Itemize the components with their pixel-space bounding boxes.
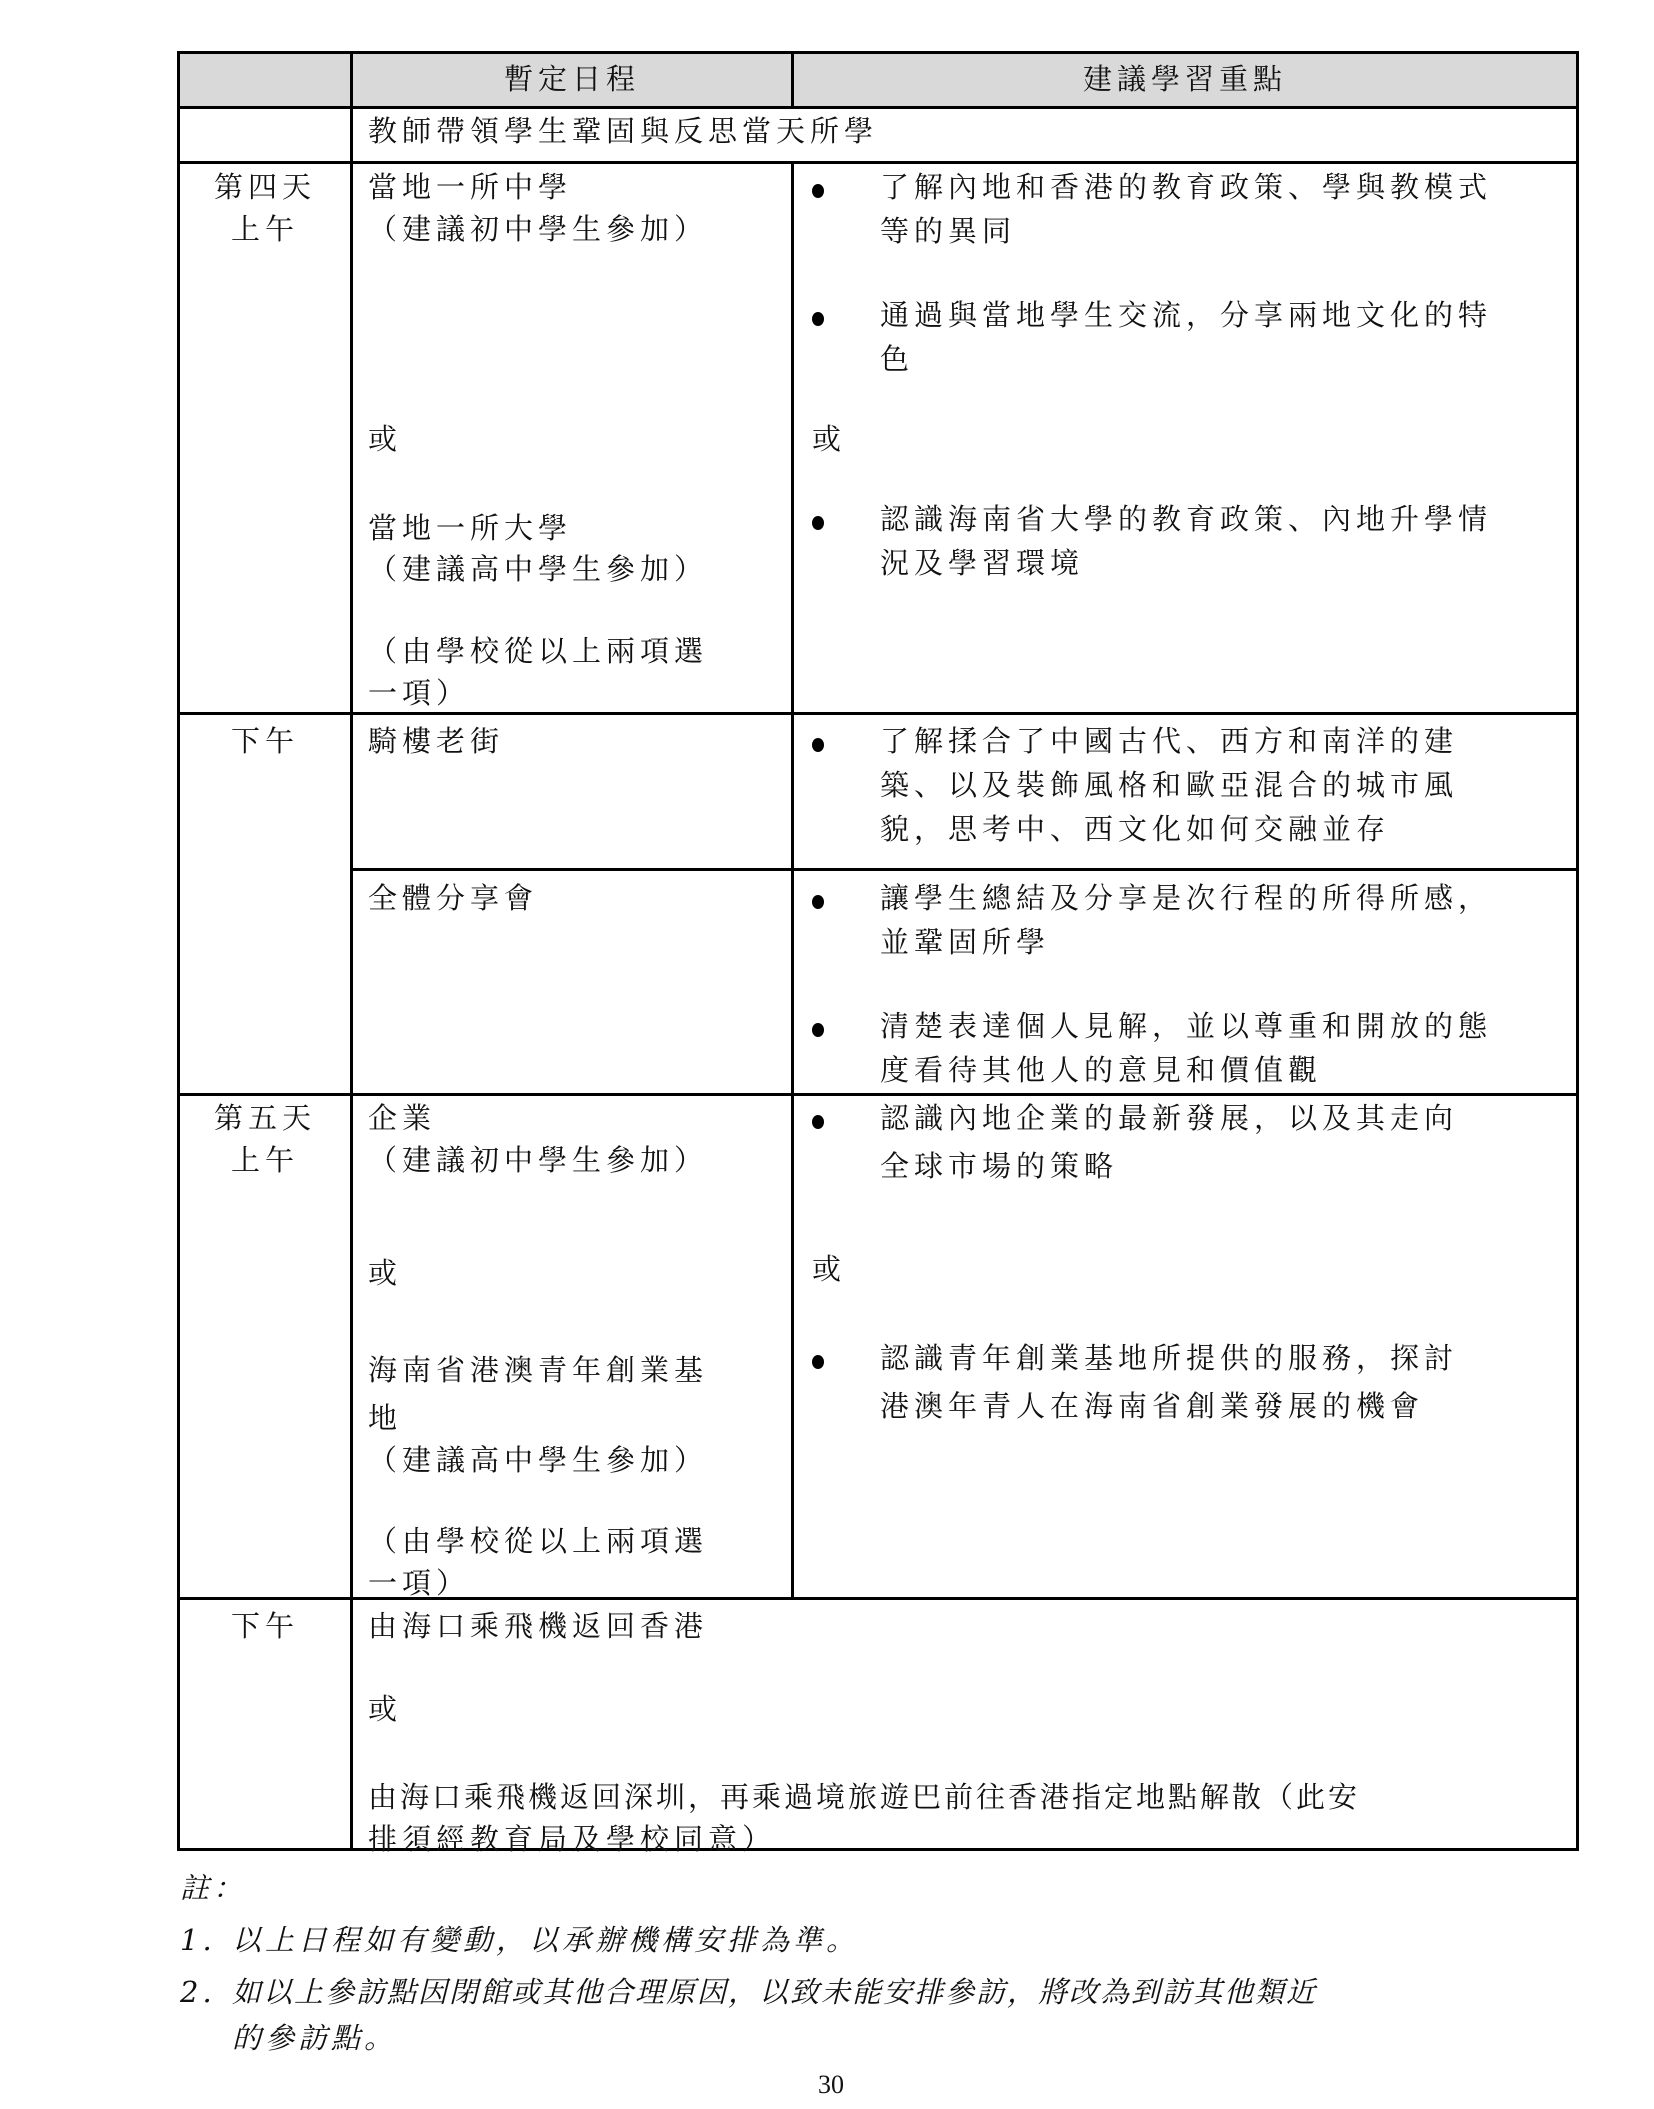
day4-focus-1: 了解內地和香港的教育政策、學與教模式 — [880, 170, 1493, 204]
bullet-icon — [812, 1115, 824, 1129]
table-col-divider-1 — [350, 51, 353, 1851]
table-border-left — [177, 51, 180, 1851]
day4-label: 第四天 — [213, 170, 316, 204]
day5-pm-or: 或 — [368, 1692, 403, 1726]
bullet-icon — [812, 312, 824, 326]
day4-pm-item1: 騎樓老街 — [368, 724, 505, 758]
table-border-row — [177, 1093, 1579, 1096]
day5-pm-line1: 由海口乘飛機返回香港 — [368, 1609, 709, 1643]
note-2-text-continued: 的參訪點。 — [232, 2021, 398, 2055]
day4-focus-2b: 色 — [880, 342, 915, 376]
day5-pm-line2: 由海口乘飛機返回深圳，再乘過境旅遊巴前往香港指定地點解散（此安 — [368, 1780, 1361, 1814]
day4-am-label: 上午 — [230, 212, 299, 246]
bullet-icon — [812, 738, 824, 752]
bullet-icon — [812, 895, 824, 909]
day4-option1: 當地一所中學 — [368, 170, 573, 204]
day4-pm-item1-focus-1: 了解揉合了中國古代、西方和南洋的建 — [880, 724, 1459, 758]
day4-choose-note-2: 一項） — [368, 676, 471, 710]
day5-option2-note: （建議高中學生參加） — [368, 1443, 709, 1477]
day4-pm-item1-focus-3: 貌，思考中、西文化如何交融並存 — [880, 812, 1391, 846]
day4-pm-item2-focus-1b: 並鞏固所學 — [880, 925, 1051, 959]
table-border-top — [177, 51, 1579, 54]
day4-option2-note: （建議高中學生參加） — [368, 552, 709, 586]
day4-pm-item2-focus-1: 讓學生總結及分享是次行程的所得所感， — [880, 881, 1493, 915]
day5-am-label: 上午 — [230, 1143, 299, 1177]
reflection-schedule: 教師帶領學生鞏固與反思當天所學 — [368, 114, 879, 148]
day5-focus-2b: 港澳年青人在海南省創業發展的機會 — [880, 1389, 1425, 1423]
day5-choose-note: （由學校從以上兩項選 — [368, 1524, 709, 1558]
bullet-icon — [812, 1355, 824, 1369]
table-border-row — [351, 868, 1579, 871]
day4-pm-label: 下午 — [230, 724, 299, 758]
note-1-number: 1. — [180, 1923, 216, 1957]
day5-option2-b: 地 — [368, 1401, 403, 1435]
day4-pm-item2-focus-2: 清楚表達個人見解，並以尊重和開放的態 — [880, 1009, 1493, 1043]
day5-focus-1b: 全球市場的策略 — [880, 1149, 1119, 1183]
header-learning-focus: 建議學習重點 — [1082, 62, 1287, 96]
header-schedule: 暫定日程 — [503, 62, 640, 96]
table-border-row — [177, 161, 1579, 164]
bullet-icon — [812, 184, 824, 198]
day4-option2: 當地一所大學 — [368, 511, 573, 545]
day4-choose-note: （由學校從以上兩項選 — [368, 634, 709, 668]
note-2-number: 2. — [180, 1975, 216, 2009]
day5-option1: 企業 — [368, 1101, 437, 1135]
day5-label: 第五天 — [213, 1101, 316, 1135]
note-2-text: 如以上參訪點因閉館或其他合理原因，以致未能安排參訪，將改為到訪其他類近 — [232, 1975, 1318, 2009]
table-border-header-bottom — [177, 106, 1579, 109]
day5-pm-label: 下午 — [230, 1609, 299, 1643]
day4-focus-or: 或 — [812, 422, 847, 456]
day5-pm-line3: 排須經教育局及學校同意） — [368, 1822, 777, 1856]
day5-or: 或 — [368, 1256, 403, 1290]
bullet-icon — [812, 516, 824, 530]
page-number: 30 — [818, 2070, 844, 2099]
notes-title: 註： — [180, 1871, 247, 1905]
bullet-icon — [812, 1023, 824, 1037]
day4-option1-note: （建議初中學生參加） — [368, 212, 709, 246]
day4-or: 或 — [368, 422, 403, 456]
day5-focus-2: 認識青年創業基地所提供的服務，探討 — [880, 1341, 1459, 1375]
day5-focus-1: 認識內地企業的最新發展，以及其走向 — [880, 1101, 1459, 1135]
day4-pm-item2: 全體分享會 — [368, 881, 539, 915]
table-border-right — [1576, 51, 1579, 1851]
day4-pm-item1-focus-2: 築、以及裝飾風格和歐亞混合的城市風 — [880, 768, 1459, 802]
table-col-divider-2 — [791, 161, 794, 1600]
day4-focus-2: 通過與當地學生交流，分享兩地文化的特 — [880, 298, 1493, 332]
day4-focus-1b: 等的異同 — [880, 214, 1017, 248]
day5-option2: 海南省港澳青年創業基 — [368, 1353, 709, 1387]
day4-pm-item2-focus-2b: 度看待其他人的意見和價值觀 — [880, 1053, 1323, 1087]
day4-focus-3: 認識海南省大學的教育政策、內地升學情 — [880, 502, 1493, 536]
day5-choose-note-2: 一項） — [368, 1566, 471, 1600]
day4-focus-3b: 況及學習環境 — [880, 546, 1085, 580]
day5-option1-note: （建議初中學生參加） — [368, 1143, 709, 1177]
note-1-text: 以上日程如有變動，以承辦機構安排為準。 — [232, 1923, 860, 1957]
day5-focus-or: 或 — [812, 1252, 847, 1286]
